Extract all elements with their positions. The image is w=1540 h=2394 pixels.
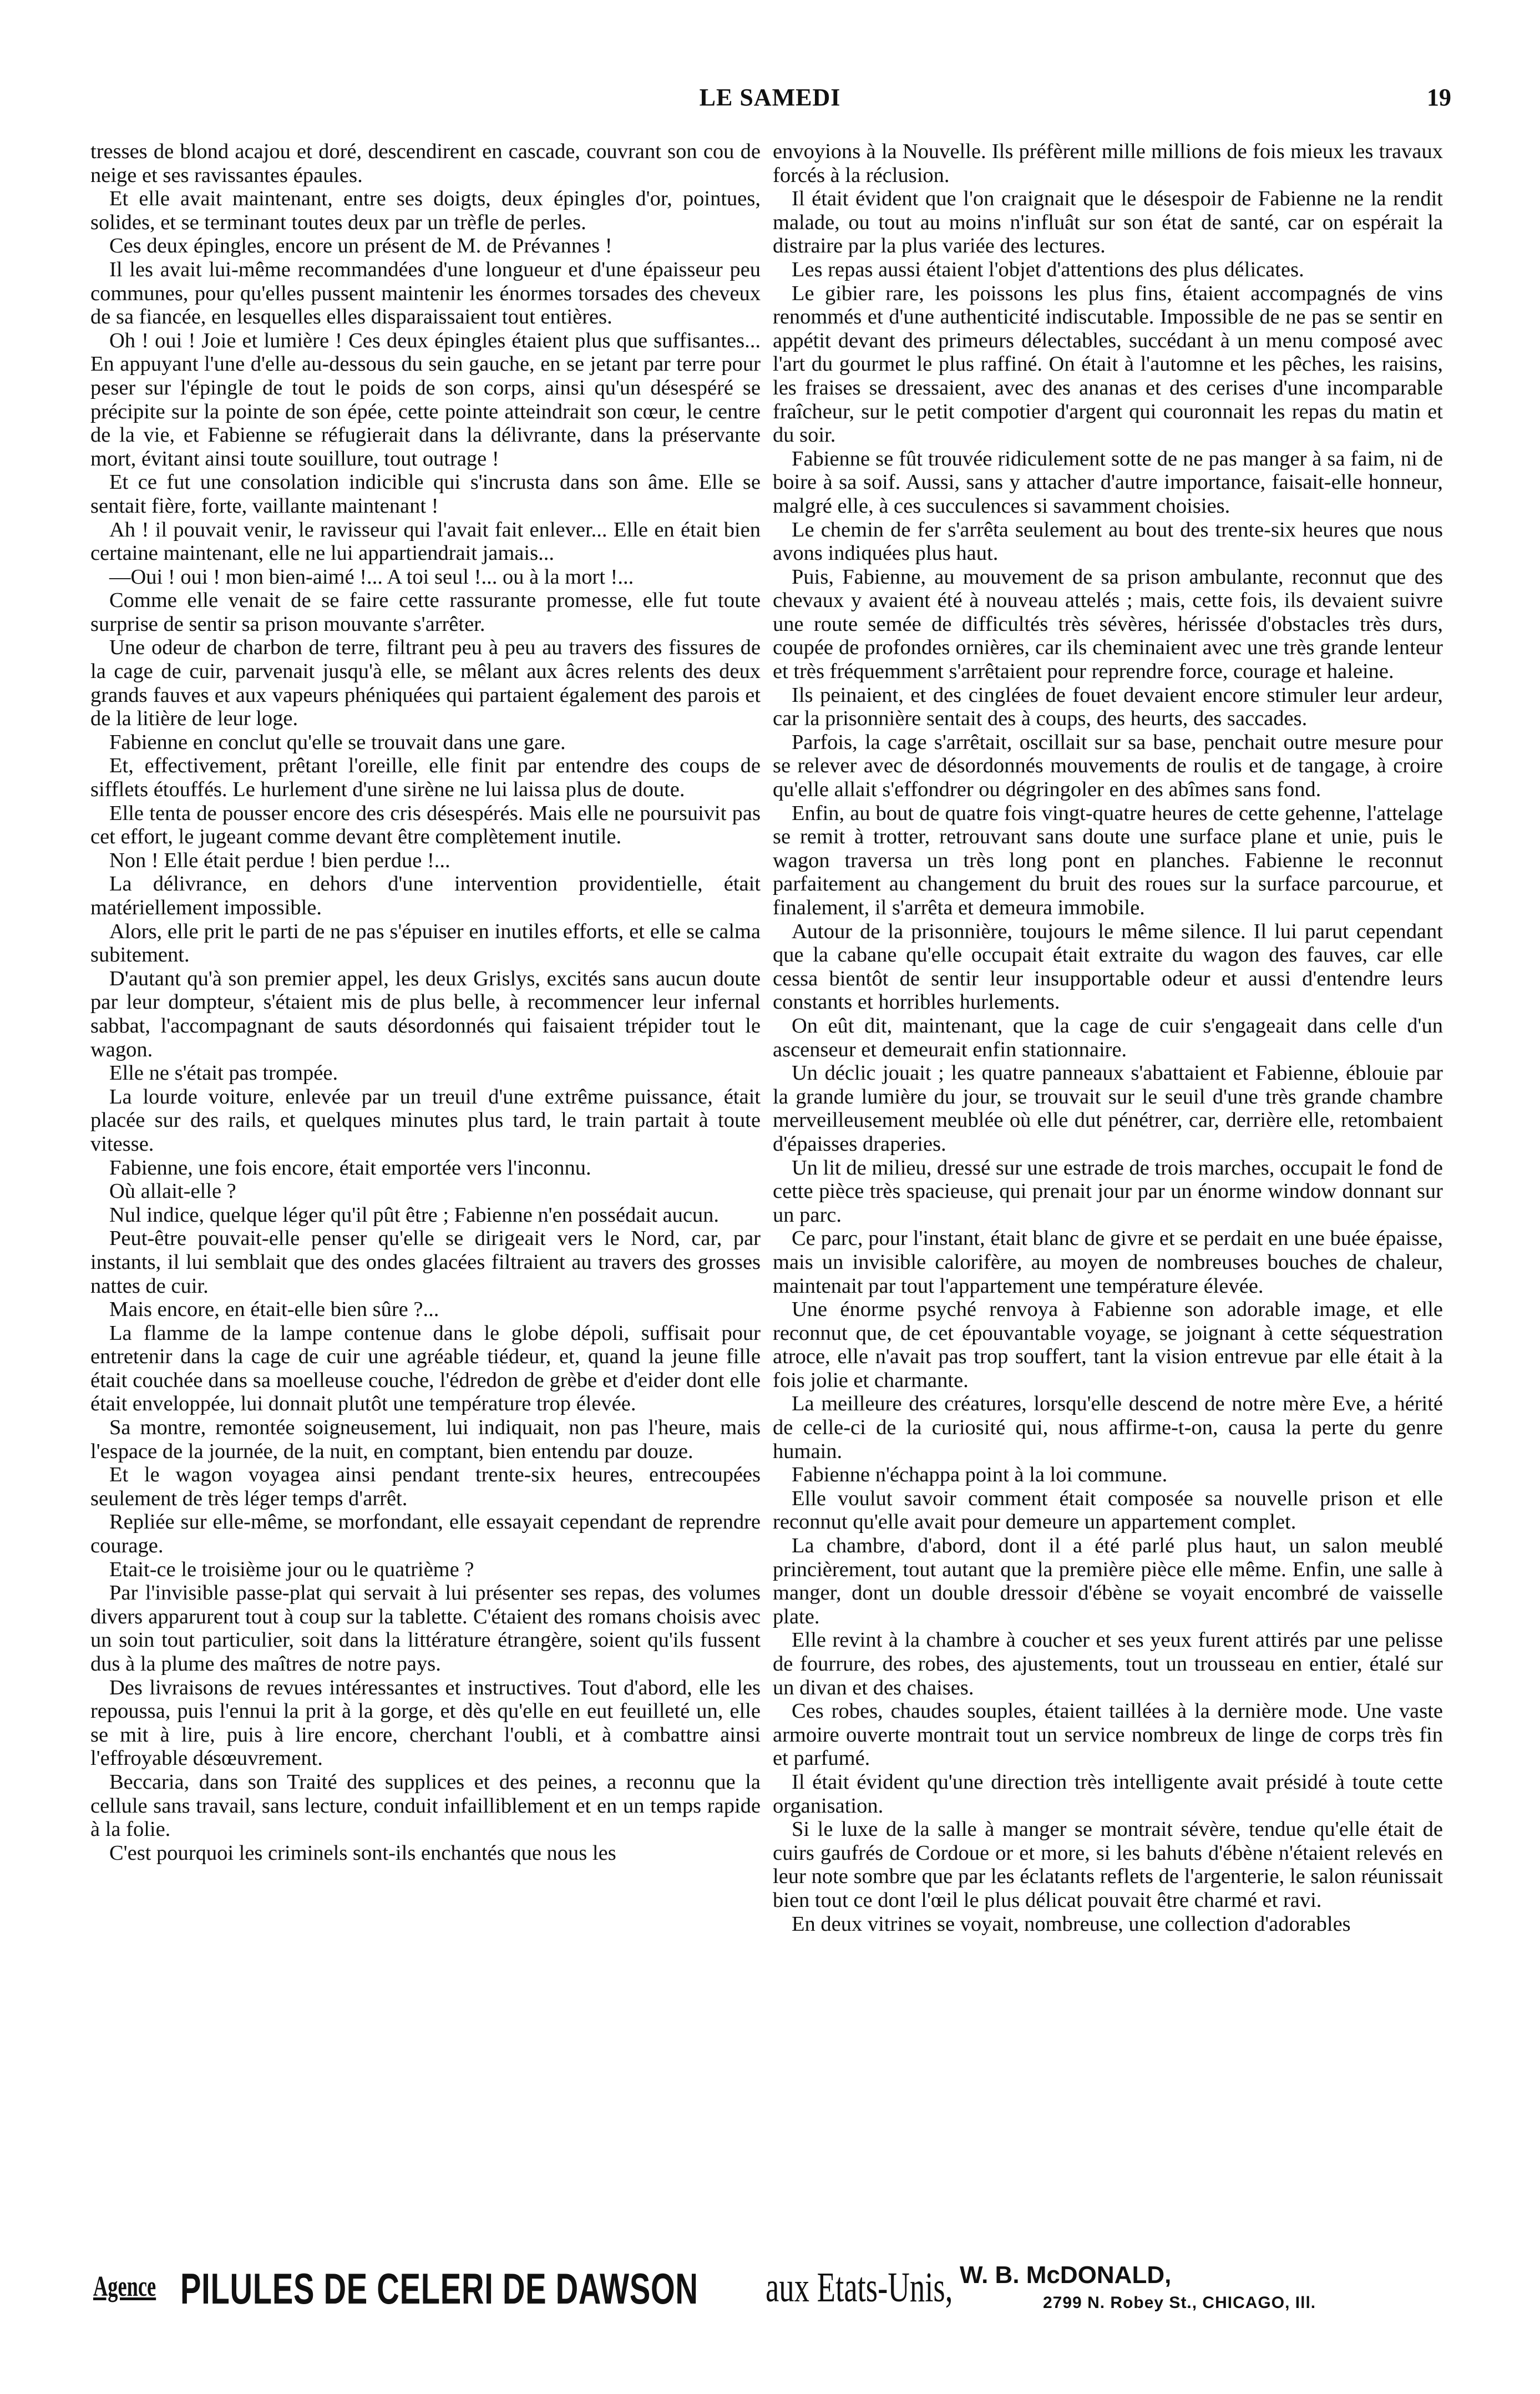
paragraph: Nul indice, quelque léger qu'il pût être ; Fabienne n'en possédait aucun. — [109, 1203, 720, 1227]
paragraph: Il était évident que l'on craignait que le désespoir de Fabienne ne la rendit malade, ou tout au moins n'influât sur son état de santé, car on espérait la distraire par la plus variée des lectures. — [773, 187, 1443, 258]
paragraph: Peut-être pouvait-elle penser qu'elle se dirigeait vers le Nord, car, par instants, il lui semblait que des ondes glacées filtraient au travers des grosses nattes de cuir. — [90, 1227, 761, 1298]
paragraph: Ce parc, pour l'instant, était blanc de givre et se perdait en une buée épaisse, mais un invisible calorifère, au moyen de nombreuses bouches de chaleur, maintenait par tout l'appartement une température élevée. — [773, 1227, 1443, 1298]
paragraph: La meilleure des créatures, lorsqu'elle descend de notre mère Eve, a hérité de celle-ci de la curiosité qui, nous affirme-t-on, causa la perte du genre humain. — [773, 1392, 1443, 1463]
paragraph: On eût dit, maintenant, que la cage de cuir s'engageait dans celle d'un ascenseur et demeurait enfin stationnaire. — [773, 1014, 1443, 1061]
paragraph: Repliée sur elle-même, se morfondant, elle essayait cependant de reprendre courage. — [90, 1510, 761, 1558]
paragraph: Puis, Fabienne, au mouvement de sa prison ambulante, reconnut que des chevaux y avaient été à nouveau attelés ; mais, cette fois, ils devaient suivre une route semée de difficultés très sévères, hérissée d'obstacles très durs, coupée de profondes ornières, car ils cheminaient avec une très grande lenteur et très fréquemment s'arrêtaient pour reprendre force, courage et haleine. — [773, 565, 1443, 684]
paragraph: Des livraisons de revues intéressantes et instructives. Tout d'abord, elle les repoussa, puis l'ennui la prit à la gorge, et dès qu'elle en eut feuilleté un, elle se mit à lire, puis à lire encore, cherchant l'oubli, et à combattre ainsi l'effroyable désœuvrement. — [90, 1676, 761, 1770]
paragraph: Non ! Elle était perdue ! bien perdue !... — [109, 848, 450, 872]
paragraph: Autour de la prisonnière, toujours le même silence. Il lui parut cependant que la cabane qu'elle occupait était extraite du wagon des fauves, car elle cessa bientôt de sentir leur insupportable odeur et aussi d'entendre leurs constants et horribles hurlements. — [773, 919, 1443, 1014]
paragraph: Enfin, au bout de quatre fois vingt-quatre heures de cette gehenne, l'attelage se remit à trotter, retrouvant sans doute une surface plane et unie, puis le wagon traversa un très long pont en planches. Fabienne le reconnut parfaitement au changement du bruit des roues sur la surface parcourue, et finalement, il s'arrêta et demeura immobile. — [773, 801, 1443, 919]
paragraph: Fabienne en conclut qu'elle se trouvait dans une gare. — [109, 730, 566, 754]
paragraph: Les repas aussi étaient l'objet d'attentions des plus délicates. — [792, 257, 1304, 281]
paragraph: Oh ! oui ! Joie et lumière ! Ces deux épingles étaient plus que suffisantes... En appuyant l'une d'elle au-dessous du sein gauche, en se jetant par terre pour peser sur l'épingle de tout le poids de son corps, ainsi qu'un désespéré se précipite sur la pointe de son épée, cette pointe atteindrait son cœur, le centre de la vie, et Fabienne se réfugierait dans la délivrante, dans la préservante mort, évitant ainsi toute souillure, tout outrage ! — [90, 328, 761, 470]
ad-address: 2799 N. Robey St., CHICAGO, Ill. — [1043, 2294, 1316, 2312]
ad-location: aux Etats-Unis, — [766, 2264, 953, 2311]
paragraph: D'autant qu'à son premier appel, les deux Grislys, excités sans aucun doute par leur dompteur, s'étaient mis de plus belle, à recommencer leur infernal sabbat, l'accompagnant de sauts désordonnés qui faisaient trépider tout le wagon. — [90, 966, 761, 1061]
paragraph: Fabienne, une fois encore, était emportée vers l'inconnu. — [109, 1156, 591, 1180]
paragraph: Elle tenta de pousser encore des cris désespérés. Mais elle ne poursuivit pas cet effort, le jugeant comme devant être complètement inutile. — [90, 801, 761, 849]
page-number: 19 — [1427, 84, 1451, 111]
paragraph: Et le wagon voyagea ainsi pendant trente-six heures, entrecoupées seulement de très léger temps d'arrêt. — [90, 1463, 761, 1510]
paragraph: Alors, elle prit le parti de ne pas s'épuiser en inutiles efforts, et elle se calma subitement. — [90, 919, 761, 967]
paragraph: En deux vitrines se voyait, nombreuse, une collection d'adorables — [792, 1912, 1351, 1936]
paragraph: Et elle avait maintenant, entre ses doigts, deux épingles d'or, pointues, solides, et se terminant toutes deux par un trèfle de perles. — [90, 187, 761, 234]
paragraph: Parfois, la cage s'arrêtait, oscillait sur sa base, penchait outre mesure pour se relever avec de désordonnés mouvements de roulis et de tangage, à croire qu'elle allait s'effondrer ou dégringoler en des abîmes sans fond. — [773, 730, 1443, 802]
paragraph: Où allait-elle ? — [109, 1180, 236, 1203]
left-column — [90, 140, 761, 2237]
right-column — [773, 140, 1443, 2237]
paragraph: Le chemin de fer s'arrêta seulement au bout des trente-six heures que nous avons indiquées plus haut. — [773, 518, 1443, 565]
page-header — [89, 78, 1451, 128]
paragraph: —Oui ! oui ! mon bien-aimé !... A toi seul !... ou à la mort !... — [109, 565, 634, 589]
paragraph: Elle voulut savoir comment était composée sa nouvelle prison et elle reconnut qu'elle avait pour demeure un appartement complet. — [773, 1486, 1443, 1534]
paragraph: Etait-ce le troisième jour ou le quatrième ? — [109, 1557, 474, 1581]
paragraph: Un déclic jouait ; les quatre panneaux s'abattaient et Fabienne, éblouie par la grande lumière du jour, se trouvait sur le seuil d'une très grande chambre merveilleusement meublée où elle dut pénétrer, car, derrière elle, retombaient d'épaisses draperies. — [773, 1061, 1443, 1156]
paragraph: Elle ne s'était pas trompée. — [109, 1061, 338, 1085]
paragraph: Fabienne n'échappa point à la loi commune. — [792, 1463, 1168, 1487]
paragraph: Mais encore, en était-elle bien sûre ?... — [109, 1298, 439, 1322]
paragraph: C'est pourquoi les criminels sont-ils enchantés que nous les — [109, 1841, 616, 1865]
paragraph: La délivrance, en dehors d'une intervention providentielle, était matériellement impossible. — [90, 872, 761, 919]
paragraph: Beccaria, dans son Traité des supplices et des peines, a reconnu que la cellule sans travail, sans lecture, conduit infailliblement et en un temps rapide à la folie. — [90, 1770, 761, 1841]
paragraph: Un lit de milieu, dressé sur une estrade de trois marches, occupait le fond de cette pièce très spacieuse, qui prenait jour par un énorme window donnant sur un parc. — [773, 1156, 1443, 1227]
paragraph: Par l'invisible passe-plat qui servait à lui présenter ses repas, des volumes divers apparurent tout à coup sur la tablette. C'étaient des romans choisis avec un soin tout particulier, soit dans la littérature étrangère, soient qu'ils fussent dus à la plume des maîtres de notre pays. — [90, 1581, 761, 1676]
paragraph: Une odeur de charbon de terre, filtrant peu à peu au travers des fissures de la cage de cuir, parvenait jusqu'à elle, se mêlant aux âcres relents des deux grands fauves et aux vapeurs phéniquées qui partaient également des parois et de la litière de leur loge. — [90, 636, 761, 731]
paragraph: Une énorme psyché renvoya à Fabienne son adorable image, et elle reconnut que, de cet épouvantable voyage, se joignant à cette séquestration atroce, elle n'avait pas trop souffert, tant la vision entrevue par elle était à la fois jolie et charmante. — [773, 1298, 1443, 1392]
paragraph: Sa montre, remontée soigneusement, lui indiquait, non pas l'heure, mais l'espace de la journée, de la nuit, en comptant, bien entendu par douze. — [90, 1416, 761, 1463]
advertisement-banner — [89, 2258, 1451, 2325]
paragraph: La lourde voiture, enlevée par un treuil d'une extrême puissance, était placée sur des rails, et quelques minutes plus tard, le train partait à toute vitesse. — [90, 1085, 761, 1156]
paragraph: Et, effectivement, prêtant l'oreille, elle finit par entendre des coups de sifflets étouffés. Le hurlement d'une sirène ne lui laissa plus de doute. — [90, 754, 761, 802]
paragraph: envoyions à la Nouvelle. Ils préfèrent mille millions de fois mieux les travaux forcés à la réclusion. — [773, 140, 1443, 187]
paragraph: La chambre, d'abord, dont il a été parlé plus haut, un salon meublé princièrement, tout autant que la première pièce elle même. Enfin, une salle à manger, dont un double dressoir d'ébène se voyait encombré de vaisselle plate. — [773, 1534, 1443, 1628]
paragraph: Il les avait lui-même recommandées d'une longueur et d'une épaisseur peu communes, pour qu'elles pussent maintenir les énormes torsades des cheveux de sa fiancée, en lesquelles elles disparaissaient tout entières. — [90, 257, 761, 329]
paragraph: Il était évident qu'une direction très intelligente avait présidé à toute cette organisation. — [773, 1770, 1443, 1818]
paragraph: Elle revint à la chambre à coucher et ses yeux furent attirés par une pelisse de fourrure, des robes, des ajustements, tout un trousseau en entier, étalé sur un divan et des chaises. — [773, 1628, 1443, 1699]
ad-agence-label: Agence — [93, 2271, 156, 2302]
paragraph: Ils peinaient, et des cinglées de fouet devaient encore stimuler leur ardeur, car la prisonnière sentait des à coups, des heurts, des saccades. — [773, 683, 1443, 731]
ad-company-name: W. B. McDONALD, — [960, 2261, 1172, 2289]
paragraph: Fabienne se fût trouvée ridiculement sotte de ne pas manger à sa faim, ni de boire à sa soif. Aussi, sans y attacher d'autre importance, faisait-elle honneur, malgré elle, à ces succulences si savamment choisies. — [773, 447, 1443, 518]
paragraph: Si le luxe de la salle à manger se montrait sévère, tendue qu'elle était de cuirs gaufrés de Cordoue or et more, si les bahuts d'ébène n'étaient relevés en leur note sombre que par les éclatants reflets de l'argenterie, le salon réunissait bien tout ce dont l'œil le plus délicat pouvait être charmé et ravi. — [773, 1818, 1443, 1912]
paragraph: Comme elle venait de se faire cette rassurante promesse, elle fut toute surprise de sentir sa prison mouvante s'arrêter. — [90, 589, 761, 636]
paragraph: Le gibier rare, les poissons les plus fins, étaient accompagnés de vins renommés et d'une authenticité indiscutable. Impossible de ne pas se sentir en appétit devant des primeurs délectables, succédant à un menu composé avec l'art du gourmet le plus raffiné. On était à l'automne et les pêches, les raisins, les fraises se dressaient, avec des ananas et des cerises d'une incomparable fraîcheur, sur le petit compotier d'argent qui couronnait les repas du matin et du soir. — [773, 281, 1443, 447]
paragraph: La flamme de la lampe contenue dans le globe dépoli, suffisait pour entretenir dans la cage de cuir une agréable tiédeur, et, quand la jeune fille était couchée dans sa moelleuse couche, l'édredon de grèbe et d'eider dont elle était enveloppée, lui donnait plutôt une température trop élevée. — [90, 1321, 761, 1416]
paragraph: Ah ! il pouvait venir, le ravisseur qui l'avait fait enlever... Elle en était bien certaine maintenant, elle ne lui appartiendrait jamais... — [90, 518, 761, 565]
ad-product-name: PILULES DE CELERI DE DAWSON — [180, 2264, 698, 2313]
paragraph: Ces robes, chaudes souples, étaient taillées à la dernière mode. Une vaste armoire ouverte montrait tout un service nombreux de linge de corps très fin et parfumé. — [773, 1699, 1443, 1770]
journal-title: LE SAMEDI — [699, 84, 841, 111]
paragraph: Ces deux épingles, encore un présent de M. de Prévannes ! — [109, 234, 612, 258]
paragraph: tresses de blond acajou et doré, descendirent en cascade, couvrant son cou de neige et ses ravissantes épaules. — [90, 140, 761, 187]
paragraph: Et ce fut une consolation indicible qui s'incrusta dans son âme. Elle se sentait fière, forte, vaillante maintenant ! — [90, 470, 761, 518]
